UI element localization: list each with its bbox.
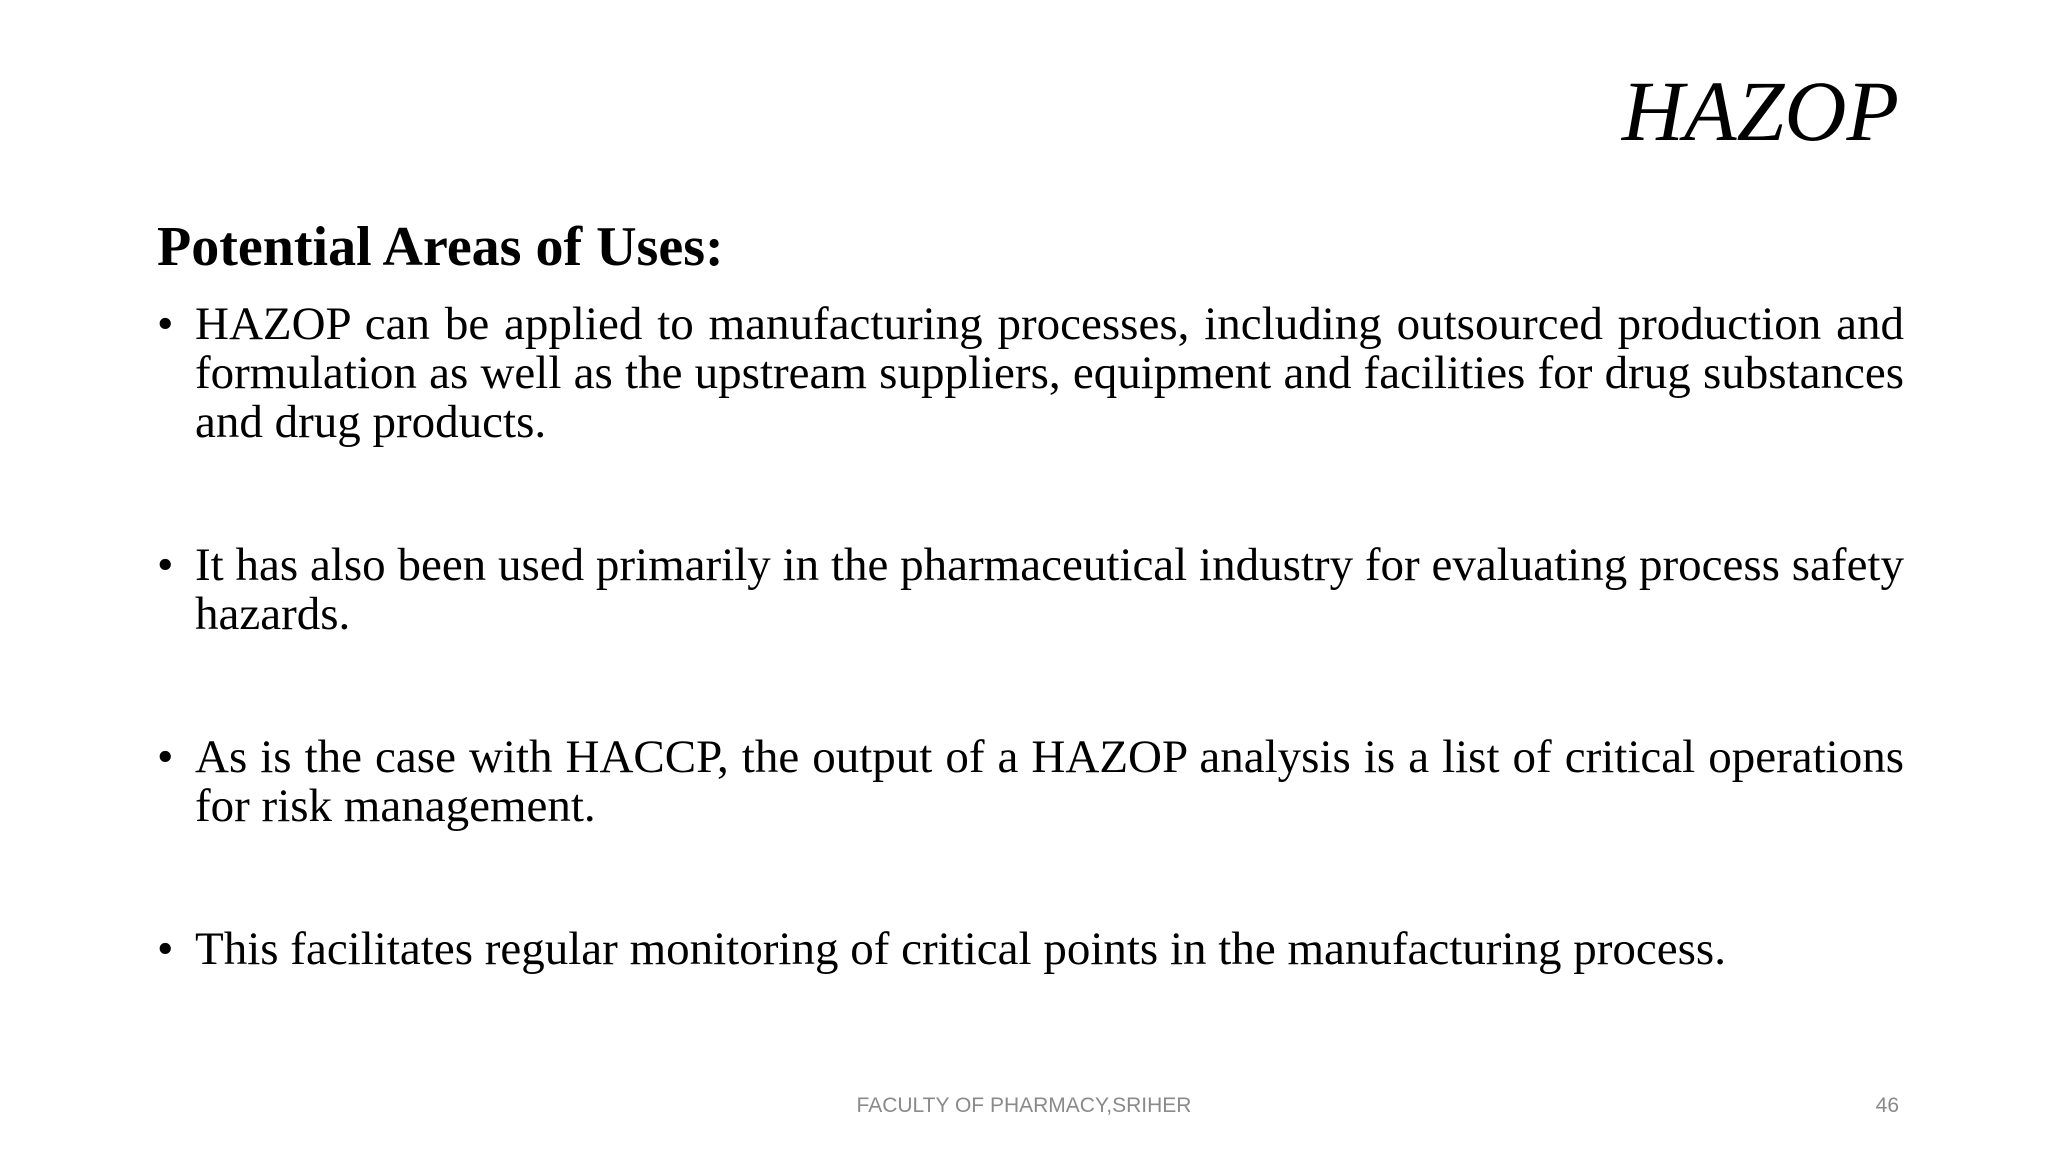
bullet-item <box>157 541 1904 639</box>
bullet-dot: • <box>157 298 174 350</box>
bullet-item <box>157 733 1904 831</box>
bullet-dot: • <box>157 731 174 783</box>
bullet-dot: • <box>157 539 174 591</box>
bullet-dot: • <box>157 923 174 975</box>
bullet-item <box>157 300 1904 447</box>
bullet-text: It has also been used primarily in the pharmaceutical industry for evaluating process safety hazards. <box>195 539 1904 640</box>
bullet-item <box>157 925 1904 974</box>
bullet-text: As is the case with HACCP, the output of a HAZOP analysis is a list of critical operations for risk management. <box>195 731 1904 832</box>
bullet-list <box>157 300 1904 974</box>
bullet-text: This facilitates regular monitoring of critical points in the manufacturing process. <box>195 923 1726 975</box>
bullet-text: HAZOP can be applied to manufacturing processes, including outsourced production and formulation as well as the upstream suppliers, equipment and facilities for drug substances and drug products. <box>195 298 1904 448</box>
slide-title: HAZOP <box>1621 63 1899 159</box>
slide-subtitle: Potential Areas of Uses: <box>157 216 724 278</box>
footer-text: FACULTY OF PHARMACY,SRIHER <box>856 1094 1192 1117</box>
page-number: 46 <box>1875 1094 1899 1117</box>
